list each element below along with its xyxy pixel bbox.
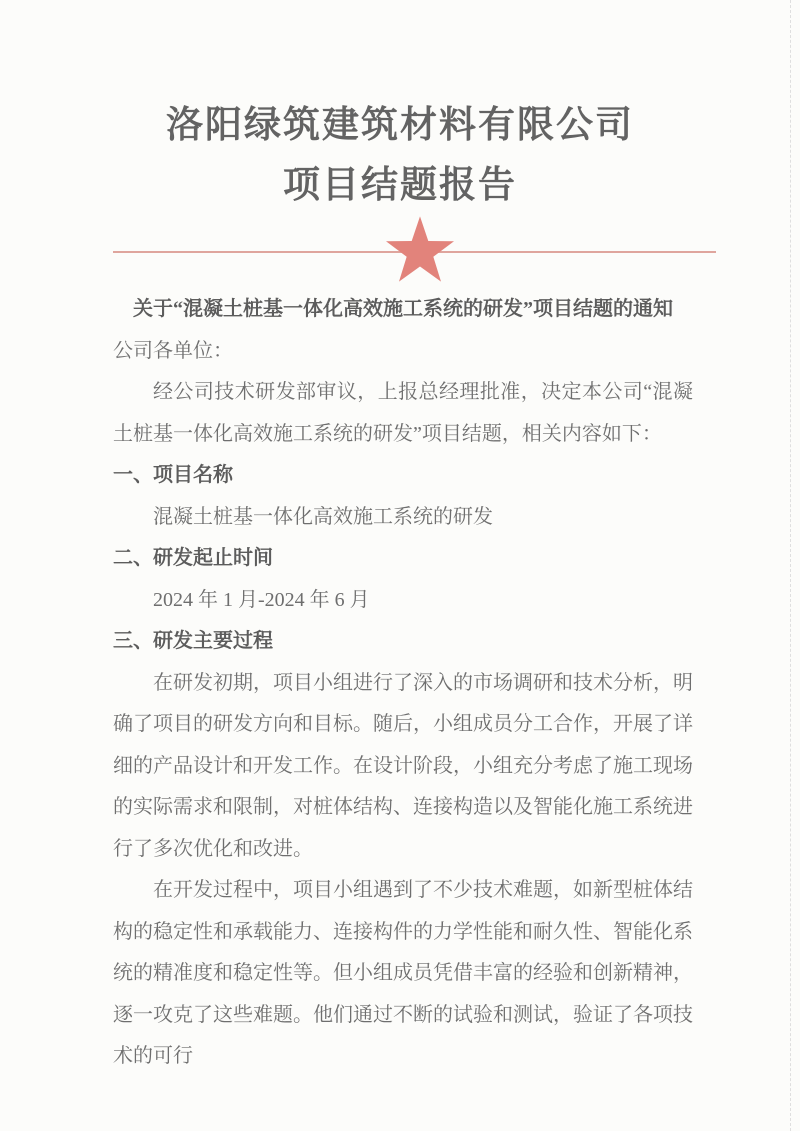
star-divider [113,213,716,287]
section-2-heading: 二、研发起止时间 [113,547,273,569]
star-icon [386,213,454,285]
salutation: 公司各单位： [113,339,233,362]
section-1-body: 混凝土桩基一体化高效施工系统的研发 [153,505,493,528]
document-body [113,289,693,1078]
section-3-paragraph-1: 在研发初期，项目小组进行了深入的市场调研和技术分析，明确了项目的研发方向和目标。随后，小组成员分工合作，开展了详细的产品设计和开发工作。在设计阶段，小组充分考虑了施工现场的实际需求和限制，对桩体结构、连接构造以及智能化施工系统进行了多次优化和改进。 [113,671,693,860]
section-3-heading: 三、研发主要过程 [113,630,273,652]
document-header [0,96,800,216]
section-1-heading: 一、项目名称 [113,464,233,486]
section-3-paragraph-2: 在开发过程中，项目小组遇到了不少技术难题，如新型桩体结构的稳定性和承载能力、连接构件的力学性能和耐久性、智能化系统的精准度和稳定性等。但小组成员凭借丰富的经验和创新精神，逐一攻克了这些难题。他们通过不断的试验和测试，验证了各项技术的可行 [113,879,693,1067]
report-title: 项目结题报告 [283,165,517,206]
notice-title: 关于“混凝土桩基一体化高效施工系统的研发”项目结题的通知 [133,298,673,320]
intro-paragraph: 经公司技术研发部审议，上报总经理批准，决定本公司“混凝土桩基一体化高效施工系统的研发”项目结题，相关内容如下： [113,381,693,445]
company-title: 洛阳绿筑建筑材料有限公司 [166,105,634,146]
section-2-body: 2024 年 1 月-2024 年 6 月 [153,588,370,611]
